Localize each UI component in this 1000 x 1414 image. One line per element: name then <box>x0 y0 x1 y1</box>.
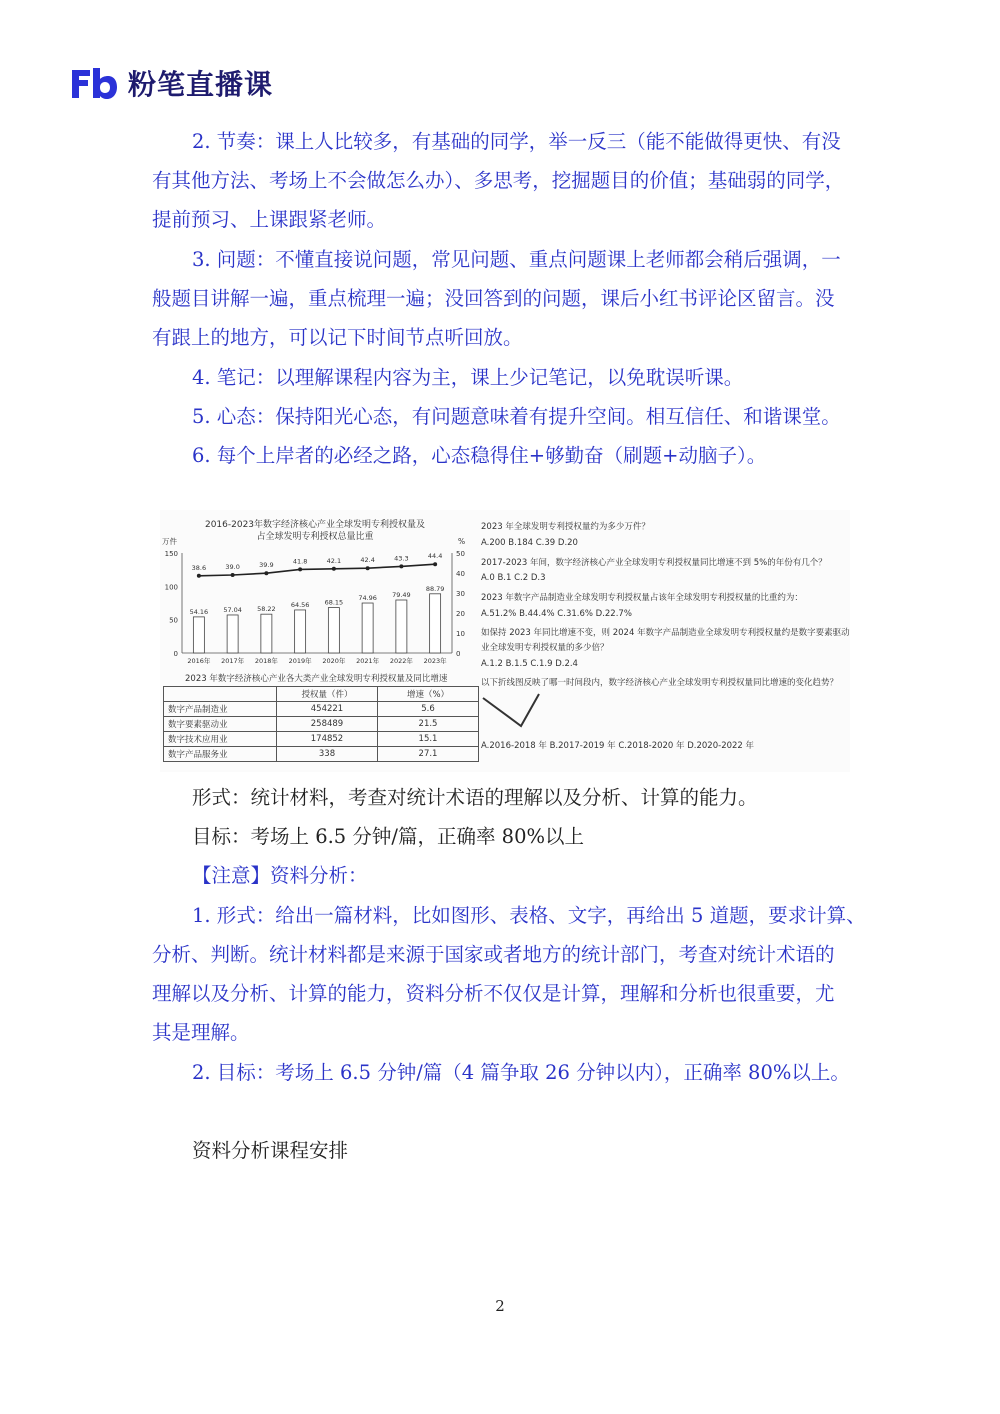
bar-value-label: 79.49 <box>392 591 411 600</box>
bar <box>328 608 339 653</box>
data-table <box>163 686 479 762</box>
line-point <box>231 573 235 577</box>
chart-title-line: 2016-2023年数字经济核心产业全球发明专利授权量及 <box>204 520 426 530</box>
patent-chart <box>160 510 470 670</box>
bar <box>430 594 441 653</box>
bar-value-label: 58.22 <box>257 605 276 614</box>
bar <box>193 617 204 653</box>
x-tick-label: 2022年 <box>389 657 413 665</box>
question-line: 2023 年全球发明专利授权量约为多少万件？ <box>481 522 650 532</box>
line-point <box>399 564 403 568</box>
line-point <box>332 567 336 571</box>
table-header <box>164 687 277 702</box>
bar-value-label: 57.04 <box>223 605 242 614</box>
y-tick-label: 150 <box>164 550 178 558</box>
fb-logo-icon <box>70 66 118 100</box>
bar <box>295 610 306 653</box>
paragraph-line: 4. 笔记：以理解课程内容为主，课上少记笔记，以免耽误听课。 <box>192 366 744 389</box>
line-point <box>197 574 201 578</box>
paragraph-line: 般题目讲解一遍，重点梳理一遍；没回答到的问题，课后小红书评论区留言。没 <box>152 287 835 310</box>
x-tick-label: 2018年 <box>254 657 278 665</box>
paragraph-line: 形式：统计材料，考查对统计术语的理解以及分析、计算的能力。 <box>192 786 758 809</box>
bar-value-label: 74.96 <box>358 594 377 603</box>
bar <box>396 600 407 653</box>
table-cell: 数字技术应用业 <box>164 732 277 747</box>
x-tick-label: 2017年 <box>221 657 245 665</box>
line-value-label: 39.9 <box>259 561 274 570</box>
table-row <box>164 747 479 762</box>
bar <box>362 603 373 653</box>
line-value-label: 41.8 <box>292 557 308 566</box>
x-tick-label: 2020年 <box>322 657 346 665</box>
table-cell: 21.5 <box>378 717 479 732</box>
paragraph-line: 2. 目标：考场上 6.5 分钟/篇（4 篇争取 26 分钟以内），正确率 80%以上。 <box>192 1061 850 1084</box>
bar <box>227 615 238 653</box>
line-point <box>366 566 370 570</box>
y-tick-label: 50 <box>169 616 178 625</box>
question-line: 业全球发明专利授权量的多少倍？ <box>481 643 609 653</box>
paragraph-line: 6. 每个上岸者的必经之路，心态稳得住+够勤奋（刷题+动脑子）。 <box>192 444 767 467</box>
paragraph-line: 提前预习、上课跟紧老师。 <box>152 208 387 231</box>
section-title: 资料分析课程安排 <box>192 1139 349 1162</box>
page-number: 2 <box>495 1297 505 1315</box>
line-value-label: 44.4 <box>427 552 443 561</box>
table-cell: 数字要素驱动业 <box>164 717 277 732</box>
paragraph-line: 1. 形式：给出一篇材料，比如图形、表格、文字，再给出 5 道题，要求计算、 <box>192 904 866 927</box>
paragraph-line: 有跟上的地方，可以记下时间节点听回放。 <box>152 326 523 349</box>
line-point <box>264 571 268 575</box>
y-tick-label: 0 <box>173 650 178 658</box>
table-row <box>164 717 479 732</box>
line-point <box>433 562 437 566</box>
table-row <box>164 702 479 717</box>
table-cell: 258489 <box>277 717 378 732</box>
x-tick-label: 2023年 <box>423 657 447 665</box>
question-options: A.2016-2018 年 B.2017-2019 年 C.2018-2020 年 D.2020-2022 年 <box>481 741 755 751</box>
trend-line-sketch <box>481 692 541 732</box>
table-cell: 数字产品制造业 <box>164 702 277 717</box>
question-options: A.1.2 B.1.5 C.1.9 D.2.4 <box>481 659 578 669</box>
paragraph-line: 其是理解。 <box>152 1021 250 1044</box>
question-line: 2017-2023 年间，数字经济核心产业全球发明专利授权量同比增速不到 5%的年份有几个？ <box>481 558 827 568</box>
question-options: A.0 B.1 C.2 D.3 <box>481 573 546 583</box>
line-value-label: 42.1 <box>326 556 342 565</box>
line-value-label: 39.0 <box>225 563 240 571</box>
table-row <box>164 732 479 747</box>
note-heading: 【注意】资料分析： <box>192 864 368 887</box>
y2-tick-label: 30 <box>456 590 465 598</box>
y2-tick-label: 40 <box>456 570 465 578</box>
paragraph-line: 有其他方法、考场上不会做怎么办）、多思考，挖掘题目的价值；基础弱的同学， <box>152 169 845 192</box>
table-cell: 数字产品服务业 <box>164 747 277 762</box>
bar <box>261 614 272 653</box>
y2-tick-label: 0 <box>456 650 461 658</box>
chart-title-line: 占全球发明专利授权总量比重 <box>256 532 374 542</box>
line-value-label: 38.6 <box>191 563 207 572</box>
paragraph-line: 理解以及分析、计算的能力，资料分析不仅仅是计算，理解和分析也很重要，尤 <box>152 982 835 1005</box>
line-value-label: 42.4 <box>360 556 375 565</box>
brand-name: 粉笔直播课 <box>128 68 274 101</box>
table-header-row <box>164 687 479 702</box>
brand-logo <box>70 66 273 100</box>
y2-axis-unit: % <box>458 537 466 546</box>
paragraph-line: 5. 心态：保持阳光心态，有问题意味着有提升空间。相互信任、和谐课堂。 <box>192 405 841 428</box>
y2-tick-label: 10 <box>456 630 465 638</box>
exam-material-image <box>160 510 850 772</box>
paragraph-line: 2. 节奏：课上人比较多，有基础的同学，举一反三（能不能做得更快、有没 <box>192 130 841 153</box>
y2-tick-label: 20 <box>456 610 465 618</box>
question-options: A.51.2% B.44.4% C.31.6% D.22.7% <box>481 609 632 619</box>
y-tick-label: 100 <box>164 583 178 592</box>
table-cell: 454221 <box>277 702 378 717</box>
table-title: 2023 年数字经济核心产业各大类产业全球发明专利授权量及同比增速 <box>185 674 448 684</box>
question-options: A.200 B.184 C.39 D.20 <box>481 538 578 548</box>
question-line: 如保持 2023 年同比增速不变，则 2024 年数字产品制造业全球发明专利授权量约是数字要素驱动 <box>481 628 850 638</box>
x-tick-label: 2019年 <box>288 657 312 665</box>
line-point <box>298 567 302 571</box>
table-cell: 15.1 <box>378 732 479 747</box>
table-cell: 27.1 <box>378 747 479 762</box>
bar-value-label: 68.15 <box>324 598 344 607</box>
table-cell: 338 <box>277 747 378 762</box>
table-header: 增速（%） <box>378 687 479 702</box>
bar-value-label: 88.79 <box>425 584 445 593</box>
question-line: 以下折线图反映了哪一时间段内，数字经济核心产业全球发明专利授权量同比增速的变化趋势？ <box>481 678 839 688</box>
table-header: 授权量（件） <box>277 687 378 702</box>
paragraph-line: 分析、判断。统计材料都是来源于国家或者地方的统计部门，考查对统计术语的 <box>152 943 835 966</box>
x-tick-label: 2021年 <box>356 657 380 665</box>
x-tick-label: 2016年 <box>187 657 211 665</box>
bar-value-label: 54.16 <box>189 607 209 616</box>
table-cell: 174852 <box>277 732 378 747</box>
y-axis-unit: 万件 <box>162 537 177 546</box>
question-line: 2023 年数字产品制造业全球发明专利授权量占该年全球发明专利授权量的比重约为： <box>481 593 803 603</box>
paragraph-line: 3. 问题：不懂直接说问题，常见问题、重点问题课上老师都会稍后强调，一 <box>192 248 841 271</box>
paragraph-line: 目标：考场上 6.5 分钟/篇，正确率 80%以上 <box>192 825 585 848</box>
y2-tick-label: 50 <box>456 550 465 558</box>
table-cell: 5.6 <box>378 702 479 717</box>
bar-value-label: 64.56 <box>290 600 310 609</box>
line-value-label: 43.3 <box>394 554 409 563</box>
